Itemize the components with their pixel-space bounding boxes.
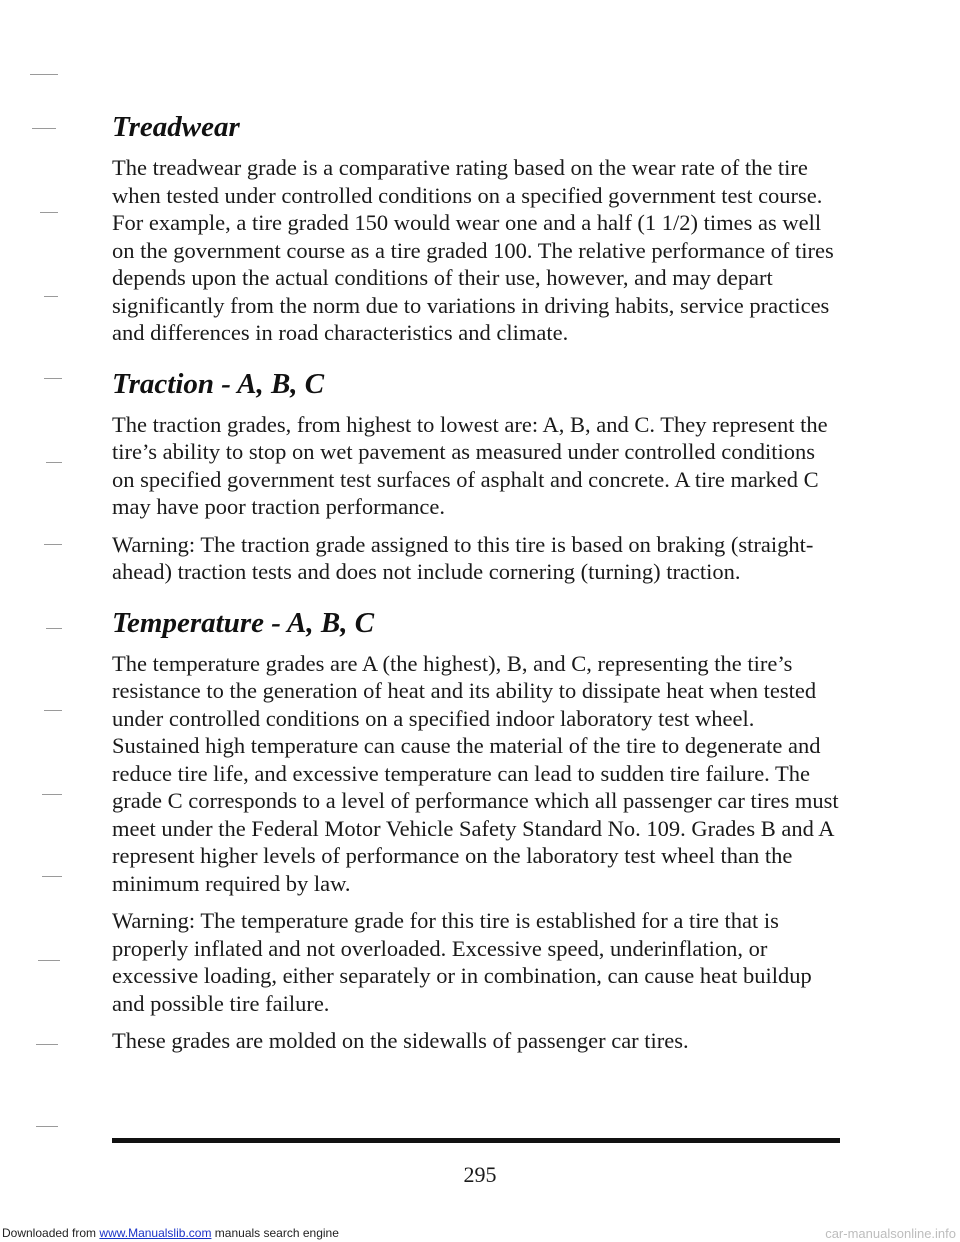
paragraph: The traction grades, from highest to lowest are: A, B, and C. They represent the tire’s ability to stop on wet pavement as measured under controlled conditions on specified government test surfaces of asphalt and concrete. A tire marked C may have poor traction performance.: [112, 411, 828, 519]
section-heading: Traction - A, B, C: [112, 367, 325, 400]
section-heading: Treadwear: [112, 111, 240, 143]
section-treadwear: [112, 110, 842, 347]
footer-prefix: Downloaded from: [2, 1226, 97, 1240]
footer-source: [2, 1226, 339, 1240]
page-number: 295: [463, 1162, 497, 1187]
page-divider-rule: [112, 1138, 840, 1143]
page-content: [112, 110, 842, 1065]
download-footer: [0, 1226, 960, 1242]
warning-paragraph: Warning: The traction grade assigned to this tire is based on braking (straight-ahead) traction tests and does not include cornering (turning) traction.: [112, 531, 814, 584]
paragraph: The treadwear grade is a comparative rating based on the wear rate of the tire when tested under controlled conditions on a specified government test course. For example, a tire graded 150 would wear one and a half (1 1/2) times as well on the government course as a tire graded 100. The relative performance of tires depends upon the actual conditions of their use, however, and may depart significantly from the norm due to variations in driving habits, service practices and differences in road characteristics and climate.: [112, 155, 834, 345]
section-temperature: [112, 606, 842, 1055]
paragraph: The temperature grades are A (the highest), B, and C, representing the tire’s resistance to the generation of heat and its ability to dissipate heat when tested under controlled conditions on a specified indoor laboratory test wheel. Sustained high temperature can cause the material of the tire to degenerate and reduce tire life, and excessive temperature can lead to sudden tire failure. The grade C corresponds to a level of performance which all passenger car tires must meet under the Federal Motor Vehicle Safety Standard No. 109. Grades B and A represent higher levels of performance on the laboratory test wheel than the minimum required by law.: [112, 650, 839, 896]
footer-suffix: manuals search engine: [214, 1226, 339, 1240]
section-heading: Temperature - A, B, C: [112, 606, 375, 639]
paragraph: These grades are molded on the sidewalls of passenger car tires.: [112, 1028, 689, 1053]
warning-paragraph: Warning: The temperature grade for this tire is established for a tire that is properly inflated and not overloaded. Excessive speed, underinflation, or excessive loading, either separately or in combination, can cause heat buildup and possible tire failure.: [112, 908, 812, 1016]
scan-margin-marks: [0, 0, 90, 1242]
watermark-text: car-manualsonline.info: [825, 1226, 956, 1241]
section-traction: [112, 367, 842, 586]
manualslib-link[interactable]: www.Manualslib.com: [99, 1226, 212, 1240]
